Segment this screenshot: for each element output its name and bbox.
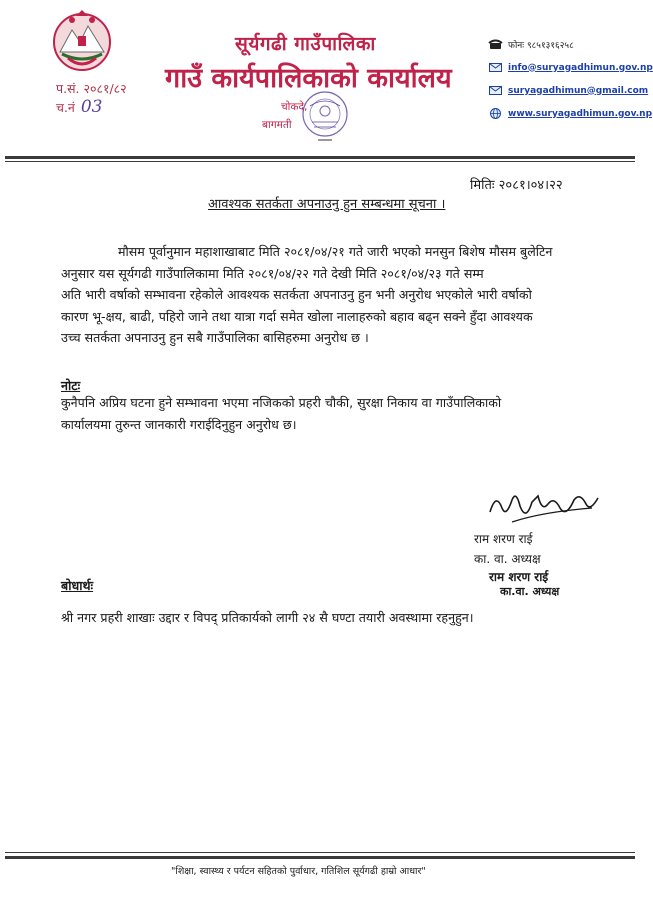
signatory-name: राम शरण राई [474, 532, 533, 546]
dispatch-number [56, 97, 102, 117]
email-gmail-link[interactable]: suryagadhimun@gmail.com [508, 85, 649, 96]
letter-date: मितिः २०८१।०४।२२ [470, 178, 563, 193]
stamp-name: राम शरण राई [489, 570, 549, 584]
dispatch-number-value: 03 [80, 97, 103, 117]
nepal-emblem-logo [50, 8, 114, 74]
cc-label: बोधार्थः [61, 578, 94, 593]
globe-icon [489, 108, 502, 119]
dispatch-number-label: च.नं [56, 100, 75, 115]
contact-email-gmail [489, 85, 648, 96]
note-label: नोटः [61, 378, 81, 393]
contact-website [489, 108, 652, 119]
body-line: कारण भू-क्षय, बाढी, पहिरो जाने तथा यात्रा गर्दा समेत खोला नालाहरुको बहाव बढ्न सक्ने हुँदा आवश्यक [61, 308, 533, 324]
address-line-1: चोकदे, [281, 101, 308, 113]
contact-phone [489, 38, 574, 51]
website-link[interactable]: www.suryagadhimun.gov.np [508, 108, 653, 119]
office-seal-stamp [290, 84, 360, 148]
contact-email-info [489, 62, 653, 73]
address-line-2: बागमती [262, 119, 292, 131]
body-line: उच्च सतर्कता अपनाउनु हुन सबै गाउँपालिका बासिहरुमा अनुरोध छ । [61, 330, 369, 345]
note-line: कार्यालयमा तुरुन्त जानकारी गराईदिनुहुन अनुरोध छ। [61, 416, 297, 432]
note-line: कुनैपनि अप्रिय घटना हुने सम्भावना भएमा नजिकको प्रहरी चौकी, सुरक्षा निकाय वा गाउँपालिकाको [61, 395, 502, 410]
email-info-link[interactable]: info@suryagadhimun.gov.np [508, 62, 653, 73]
email-icon [489, 85, 502, 96]
office-name: गाउँ कार्यपालिकाको कार्यालय [165, 63, 452, 94]
signatory-title: का. वा. अध्यक्ष [474, 552, 541, 566]
phone-number: फोनः ९८५१३१६२५८ [508, 41, 574, 51]
footer-divider [5, 856, 635, 859]
header-divider-thin [5, 161, 635, 162]
handwritten-signature [482, 482, 602, 532]
footer-motto: "शिक्षा, स्वास्थ्य र पर्यटन सहितको पुर्वाधार, गतिशिल सूर्यगढी हाम्रो आधार" [171, 866, 426, 877]
body-line: मौसम पूर्वानुमान महाशाखाबाट मिति २०८१/०४/२१ गते जारी भएको मनसुन बिशेष मौसम बुलेटिन [118, 244, 553, 259]
body-line: अनुसार यस सूर्यगढी गाउँपालिकामा मिति २०८१/०४/२२ गते देखी मिति २०८१/०४/२३ गते सम्म [61, 265, 484, 281]
footer-divider-thin [5, 852, 635, 853]
organization-name: सूर्यगढी गाउँपालिका [235, 33, 376, 55]
letter-body [61, 241, 596, 349]
email-icon [489, 62, 502, 73]
note-text [61, 392, 571, 435]
body-line: अति भारी वर्षाको सम्भावना रहेकोले आवश्यक सतर्कता अपनाउनु हुन भनी अनुरोध भएकोले भारी वर्षाको [61, 287, 532, 302]
header-divider [5, 156, 635, 159]
reference-number: प.सं. २०८१/८२ [56, 81, 127, 96]
stamp-title: का.वा. अध्यक्ष [500, 585, 560, 598]
phone-icon [489, 39, 502, 50]
cc-text: श्री नगर प्रहरी शाखाः उद्दार र विपद् प्रतिकार्यको लागी २४ सै घण्टा तयारी अवस्थामा रहनुहुन। [61, 610, 474, 625]
letter-subject: आवश्यक सतर्कता अपनाउनु हुन सम्बन्धमा सूचना । [208, 197, 446, 212]
